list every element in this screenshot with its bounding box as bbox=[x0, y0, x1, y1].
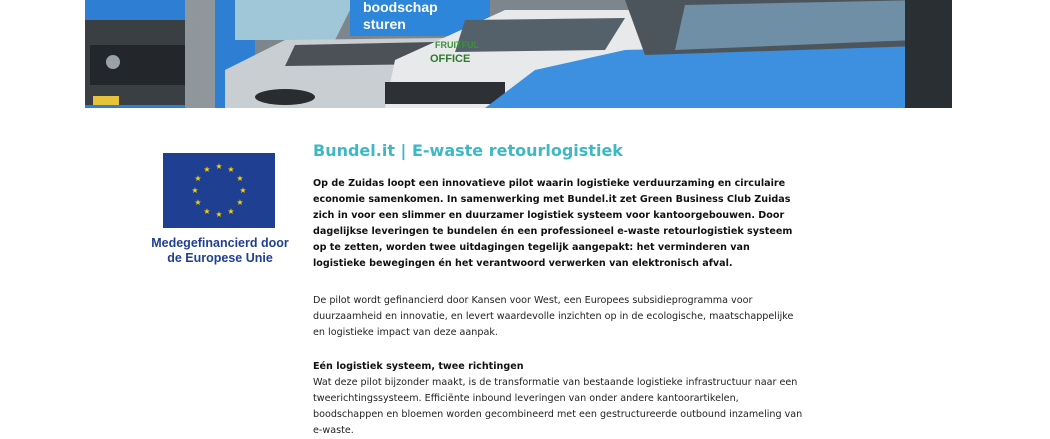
svg-text:★: ★ bbox=[194, 174, 202, 183]
article-paragraph-1: De pilot wordt gefinancierd door Kansen voor West, een Europees subsidieprogramma voor duurzaamheid en innovatie, en levert waardevolle inzichten op in de ecologische, maatschappelijke en logistieke impact van deze aanpak. bbox=[313, 295, 794, 338]
svg-text:★: ★ bbox=[236, 198, 244, 207]
svg-text:★: ★ bbox=[239, 186, 247, 195]
eu-caption-line2: de Europese Unie bbox=[167, 251, 273, 265]
van-sign-line2: sturen bbox=[363, 16, 406, 32]
svg-text:★: ★ bbox=[194, 198, 202, 207]
svg-text:★: ★ bbox=[215, 162, 223, 171]
article-subheading: Eén logistiek systeem, twee richtingen bbox=[313, 361, 524, 372]
eu-flag-logo bbox=[163, 153, 275, 228]
svg-text:★: ★ bbox=[236, 174, 244, 183]
eu-caption bbox=[138, 236, 302, 266]
van-sign-line1: boodschap bbox=[363, 0, 438, 15]
article-paragraph-2: Wat deze pilot bijzonder maakt, is de transformatie van bestaande logistieke infrastructuur naar een tweerichtingssysteem. Efficiënte inbound leveringen van onder andere kantoorartikelen, boodschappen en bloemen worden gecombineerd met een gestructureerde outbound inzameling van e-waste. bbox=[313, 377, 803, 436]
eu-caption-line1: Medegefinancierd door bbox=[151, 236, 289, 250]
svg-text:★: ★ bbox=[203, 165, 211, 174]
article bbox=[313, 140, 803, 439]
article-title: Bundel.it | E-waste retourlogistiek bbox=[313, 141, 623, 160]
svg-text:★: ★ bbox=[203, 207, 211, 216]
van-logo-line1: FRUITFUL bbox=[435, 40, 479, 50]
svg-text:★: ★ bbox=[191, 186, 199, 195]
hero-image bbox=[85, 0, 952, 108]
van-logo-line2: OFFICE bbox=[430, 53, 471, 65]
svg-text:★: ★ bbox=[215, 210, 223, 219]
article-lead: Op de Zuidas loopt een innovatieve pilot waarin logistieke verduurzaming en circulaire economie samenkomen. In samenwerking met Bundel.it zet Green Business Club Zuidas zich in voor een slimmer en duurzamer logistiek systeem voor kantoorgebouwen. Door dagelijkse leveringen te bundelen én een professioneel e-waste retourlogistiek systeem op te zetten, worden twee uitdagingen tegelijk aangepakt: het verminderen van logistieke bewegingen én het verantwoord verwerken van elektronisch afval. bbox=[313, 178, 793, 269]
svg-text:★: ★ bbox=[227, 165, 235, 174]
svg-text:★: ★ bbox=[227, 207, 235, 216]
